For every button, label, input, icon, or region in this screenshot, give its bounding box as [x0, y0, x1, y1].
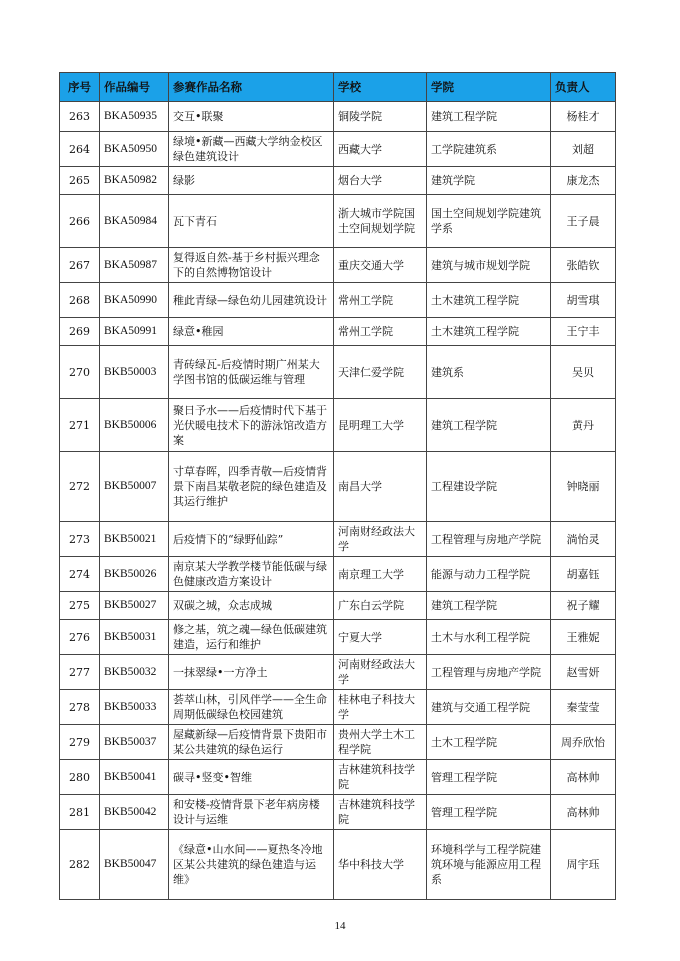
cell-person: 康龙杰 — [551, 167, 616, 195]
table-row — [60, 346, 616, 399]
cell-college: 国土空间规划学院建筑学系 — [427, 195, 551, 248]
cell-college: 工学院建筑系 — [427, 132, 551, 167]
cell-school: 贵州大学土木工程学院 — [334, 725, 427, 760]
cell-school: 浙大城市学院国土空间规划学院 — [334, 195, 427, 248]
cell-college: 管理工程学院 — [427, 795, 551, 830]
cell-college: 环境科学与工程学院建筑环境与能源应用工程系 — [427, 830, 551, 900]
header-college: 学院 — [427, 73, 551, 102]
cell-person: 王子晨 — [551, 195, 616, 248]
cell-index: 272 — [60, 452, 100, 522]
cell-title: 复得返自然-基于乡村振兴理念下的自然博物馆设计 — [169, 248, 334, 283]
cell-code: BKB50031 — [100, 620, 169, 655]
cell-school: 华中科技大学 — [334, 830, 427, 900]
cell-title: 《绿意•山水间——夏热冬冷地区某公共建筑的绿色建造与运维》 — [169, 830, 334, 900]
cell-college: 工程管理与房地产学院 — [427, 655, 551, 690]
cell-person: 淌怡灵 — [551, 522, 616, 557]
cell-code: BKA50984 — [100, 195, 169, 248]
cell-code: BKA50982 — [100, 167, 169, 195]
cell-title: 荟萃山林，引风伴学——全生命周期低碳绿色校园建筑 — [169, 690, 334, 725]
cell-college: 工程管理与房地产学院 — [427, 522, 551, 557]
cell-school: 西藏大学 — [334, 132, 427, 167]
table-row — [60, 830, 616, 900]
cell-person: 胡雪琪 — [551, 283, 616, 318]
cell-school: 铜陵学院 — [334, 102, 427, 132]
cell-code: BKB50041 — [100, 760, 169, 795]
cell-code: BKB50042 — [100, 795, 169, 830]
cell-college: 建筑工程学院 — [427, 102, 551, 132]
table-row — [60, 452, 616, 522]
cell-school: 天津仁爱学院 — [334, 346, 427, 399]
cell-person: 钟晓丽 — [551, 452, 616, 522]
cell-school: 吉林建筑科技学院 — [334, 795, 427, 830]
table-body — [60, 102, 616, 900]
header-index: 序号 — [60, 73, 100, 102]
cell-college: 建筑系 — [427, 346, 551, 399]
cell-index: 264 — [60, 132, 100, 167]
cell-title: 聚日予水——后疫情时代下基于光伏暖电技术下的游泳馆改造方案 — [169, 399, 334, 452]
table-row — [60, 690, 616, 725]
cell-index: 274 — [60, 557, 100, 592]
cell-code: BKB50033 — [100, 690, 169, 725]
table-row — [60, 725, 616, 760]
cell-college: 能源与动力工程学院 — [427, 557, 551, 592]
cell-code: BKB50047 — [100, 830, 169, 900]
cell-code: BKB50007 — [100, 452, 169, 522]
cell-person: 张皓钦 — [551, 248, 616, 283]
cell-index: 270 — [60, 346, 100, 399]
table-row — [60, 132, 616, 167]
cell-college: 土木工程学院 — [427, 725, 551, 760]
table-row — [60, 283, 616, 318]
cell-index: 282 — [60, 830, 100, 900]
cell-college: 建筑工程学院 — [427, 399, 551, 452]
cell-person: 周乔欣怡 — [551, 725, 616, 760]
cell-person: 黄丹 — [551, 399, 616, 452]
table-row — [60, 195, 616, 248]
cell-title: 青砖绿瓦-后疫情时期广州某大学图书馆的低碳运维与管理 — [169, 346, 334, 399]
cell-college: 土木建筑工程学院 — [427, 283, 551, 318]
cell-title: 修之基，筑之魂—绿色低碳建筑建造，运行和维护 — [169, 620, 334, 655]
cell-code: BKB50021 — [100, 522, 169, 557]
table-row — [60, 620, 616, 655]
cell-person: 吴贝 — [551, 346, 616, 399]
table-row — [60, 522, 616, 557]
cell-college: 建筑学院 — [427, 167, 551, 195]
header-title: 参赛作品名称 — [169, 73, 334, 102]
page-number: 14 — [334, 920, 346, 932]
cell-index: 263 — [60, 102, 100, 132]
table-row — [60, 102, 616, 132]
cell-school: 河南财经政法大学 — [334, 655, 427, 690]
cell-index: 275 — [60, 592, 100, 620]
cell-code: BKB50026 — [100, 557, 169, 592]
cell-person: 刘超 — [551, 132, 616, 167]
cell-person: 祝子耀 — [551, 592, 616, 620]
cell-school: 重庆交通大学 — [334, 248, 427, 283]
cell-title: 瓦下青石 — [169, 195, 334, 248]
cell-index: 281 — [60, 795, 100, 830]
cell-title: 南京某大学教学楼节能低碳与绿色健康改造方案设计 — [169, 557, 334, 592]
cell-college: 工程建设学院 — [427, 452, 551, 522]
cell-title: 后疫情下的“绿野仙踪” — [169, 522, 334, 557]
cell-title: 绿境•新藏—西藏大学纳金校区绿色建筑设计 — [169, 132, 334, 167]
cell-person: 高林帅 — [551, 760, 616, 795]
cell-college: 建筑与交通工程学院 — [427, 690, 551, 725]
cell-title: 和安楼-疫情背景下老年病房楼设计与运维 — [169, 795, 334, 830]
header-code: 作品编号 — [100, 73, 169, 102]
cell-code: BKB50003 — [100, 346, 169, 399]
cell-college: 建筑工程学院 — [427, 592, 551, 620]
cell-person: 杨桂才 — [551, 102, 616, 132]
cell-title: 绿意•稚园 — [169, 318, 334, 346]
cell-school: 常州工学院 — [334, 318, 427, 346]
cell-code: BKB50006 — [100, 399, 169, 452]
cell-school: 烟台大学 — [334, 167, 427, 195]
cell-college: 土木与水利工程学院 — [427, 620, 551, 655]
cell-college: 土木建筑工程学院 — [427, 318, 551, 346]
cell-person: 王雅妮 — [551, 620, 616, 655]
table-row — [60, 655, 616, 690]
cell-person: 王宁丰 — [551, 318, 616, 346]
cell-code: BKB50032 — [100, 655, 169, 690]
cell-index: 276 — [60, 620, 100, 655]
cell-college: 建筑与城市规划学院 — [427, 248, 551, 283]
cell-title: 屋藏新绿—后疫情背景下贵阳市某公共建筑的绿色运行 — [169, 725, 334, 760]
cell-person: 胡嘉钰 — [551, 557, 616, 592]
cell-code: BKA50950 — [100, 132, 169, 167]
cell-index: 273 — [60, 522, 100, 557]
cell-title: 双碳之城，众志成城 — [169, 592, 334, 620]
cell-school: 常州工学院 — [334, 283, 427, 318]
cell-school: 吉林建筑科技学院 — [334, 760, 427, 795]
cell-index: 278 — [60, 690, 100, 725]
cell-index: 269 — [60, 318, 100, 346]
table-row — [60, 248, 616, 283]
cell-title: 稚此青绿—绿色幼儿园建筑设计 — [169, 283, 334, 318]
cell-person: 周宇珏 — [551, 830, 616, 900]
table-row — [60, 557, 616, 592]
cell-index: 271 — [60, 399, 100, 452]
cell-school: 河南财经政法大学 — [334, 522, 427, 557]
cell-index: 267 — [60, 248, 100, 283]
table-row — [60, 592, 616, 620]
cell-school: 桂林电子科技大学 — [334, 690, 427, 725]
cell-title: 寸草春晖，四季青敬—后疫情背景下南昌某敬老院的绿色建造及其运行维护 — [169, 452, 334, 522]
cell-index: 279 — [60, 725, 100, 760]
cell-title: 碳寻•竖变•智维 — [169, 760, 334, 795]
table-row — [60, 795, 616, 830]
table-row — [60, 760, 616, 795]
cell-code: BKB50027 — [100, 592, 169, 620]
table-row — [60, 167, 616, 195]
table-row — [60, 318, 616, 346]
cell-index: 277 — [60, 655, 100, 690]
cell-index: 280 — [60, 760, 100, 795]
cell-person: 赵雪妍 — [551, 655, 616, 690]
project-table — [59, 72, 616, 900]
cell-code: BKA50991 — [100, 318, 169, 346]
cell-school: 昆明理工大学 — [334, 399, 427, 452]
cell-title: 绿影 — [169, 167, 334, 195]
cell-school: 广东白云学院 — [334, 592, 427, 620]
table-row — [60, 399, 616, 452]
cell-code: BKA50987 — [100, 248, 169, 283]
cell-college: 管理工程学院 — [427, 760, 551, 795]
cell-index: 265 — [60, 167, 100, 195]
cell-title: 交互•联聚 — [169, 102, 334, 132]
table-header-row — [60, 73, 616, 102]
cell-person: 高林帅 — [551, 795, 616, 830]
cell-code: BKB50037 — [100, 725, 169, 760]
cell-person: 秦莹莹 — [551, 690, 616, 725]
cell-title: 一抹翠绿•一方净土 — [169, 655, 334, 690]
header-person: 负责人 — [551, 73, 616, 102]
cell-index: 266 — [60, 195, 100, 248]
cell-school: 宁夏大学 — [334, 620, 427, 655]
cell-code: BKA50990 — [100, 283, 169, 318]
cell-index: 268 — [60, 283, 100, 318]
header-school: 学校 — [334, 73, 427, 102]
cell-school: 南京理工大学 — [334, 557, 427, 592]
cell-code: BKA50935 — [100, 102, 169, 132]
cell-school: 南昌大学 — [334, 452, 427, 522]
